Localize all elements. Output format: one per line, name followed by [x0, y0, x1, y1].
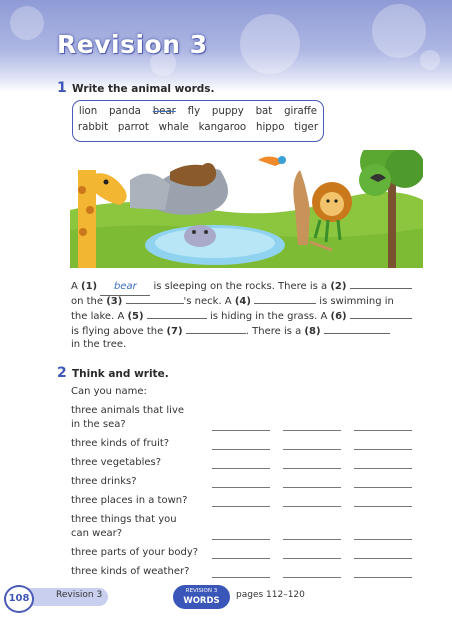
fill-line-1: A (1) bear is sleeping on the rocks. There is a (2): [71, 278, 412, 296]
word-row-1: [73, 106, 323, 117]
answer-blank-2[interactable]: [350, 278, 412, 289]
answer-line[interactable]: [354, 430, 412, 431]
answer-line[interactable]: [283, 558, 341, 559]
answer-line[interactable]: [212, 506, 270, 507]
word: panda: [109, 106, 141, 117]
question-text: three animals that live: [71, 405, 185, 416]
word: giraffe: [284, 106, 318, 117]
word-box: [72, 100, 324, 142]
question-text: three kinds of fruit?: [71, 438, 170, 449]
answer-blank-8[interactable]: [324, 323, 390, 334]
question-text: three drinks?: [71, 476, 137, 487]
page-number: 108: [4, 585, 34, 613]
answer-line[interactable]: [354, 577, 412, 578]
exercise-2-number: 2: [57, 365, 67, 381]
exercise-2-intro: Can you name:: [71, 386, 147, 397]
footer-section-label: Revision 3: [56, 590, 103, 600]
badge-top-text: REVISION 3: [185, 588, 218, 594]
answer-blank-7[interactable]: [186, 323, 246, 334]
question-text: three vegetables?: [71, 457, 162, 468]
answer-line[interactable]: [354, 468, 412, 469]
answer-line[interactable]: [212, 539, 270, 540]
question-text: can wear?: [71, 528, 123, 539]
answer-line[interactable]: [212, 449, 270, 450]
word: lion: [78, 106, 98, 117]
answer-line[interactable]: [354, 449, 412, 450]
question-text: in the sea?: [71, 419, 126, 430]
answer-blank-4[interactable]: [254, 293, 316, 304]
answer-line[interactable]: [212, 487, 270, 488]
answer-line[interactable]: [283, 468, 341, 469]
word-crossed: bear: [152, 106, 176, 117]
answer-blank-5[interactable]: [147, 308, 207, 319]
badge-bottom-text: WORDS: [183, 596, 220, 606]
decor-bubble: [10, 6, 44, 40]
answer-blank-6[interactable]: [350, 308, 412, 319]
answer-line[interactable]: [283, 449, 341, 450]
answer-line[interactable]: [283, 487, 341, 488]
question-text: three parts of your body?: [71, 547, 199, 558]
pages-reference: pages 112–120: [236, 590, 305, 600]
word: fly: [187, 106, 201, 117]
answer-line[interactable]: [354, 506, 412, 507]
fill-line-3: the lake. A (5) is hiding in the grass. A (6): [71, 308, 412, 325]
word: kangaroo: [198, 122, 247, 133]
answer-line[interactable]: [283, 506, 341, 507]
decor-bubble: [240, 14, 300, 74]
answer-line[interactable]: [354, 558, 412, 559]
word: whale: [158, 122, 189, 133]
word: puppy: [211, 106, 244, 117]
answer-line[interactable]: [212, 558, 270, 559]
word: bat: [255, 106, 273, 117]
decor-bubble: [420, 50, 440, 70]
fill-line-2: on the (3) 's neck. A (4) is swimming in: [71, 293, 394, 310]
exercise-1-number: 1: [57, 80, 67, 96]
answer-line[interactable]: [283, 430, 341, 431]
question-text: three kinds of weather?: [71, 566, 190, 577]
answer-line[interactable]: [212, 577, 270, 578]
answer-line[interactable]: [354, 487, 412, 488]
page-title: Revision 3: [57, 30, 208, 59]
answer-line[interactable]: [212, 430, 270, 431]
question-text: three places in a town?: [71, 495, 188, 506]
words-badge: [173, 585, 230, 609]
answer-line[interactable]: [212, 468, 270, 469]
word-row-2: [73, 122, 323, 133]
exercise-1-instruction: Write the animal words.: [72, 83, 215, 95]
answer-line[interactable]: [283, 577, 341, 578]
word: rabbit: [77, 122, 109, 133]
answer-line[interactable]: [354, 539, 412, 540]
word: tiger: [294, 122, 319, 133]
exercise-2-instruction: Think and write.: [72, 368, 169, 380]
fill-line-5: in the tree.: [71, 339, 127, 350]
answer-1: bear: [100, 280, 150, 296]
answer-blank-3[interactable]: [126, 293, 184, 304]
fill-line-4: is flying above the (7) . There is a (8): [71, 323, 390, 340]
decor-bubble: [372, 4, 426, 58]
animal-scene-illustration: [70, 150, 423, 268]
word: parrot: [117, 122, 149, 133]
answer-line[interactable]: [283, 539, 341, 540]
question-text: three things that you: [71, 514, 177, 525]
word: hippo: [255, 122, 285, 133]
